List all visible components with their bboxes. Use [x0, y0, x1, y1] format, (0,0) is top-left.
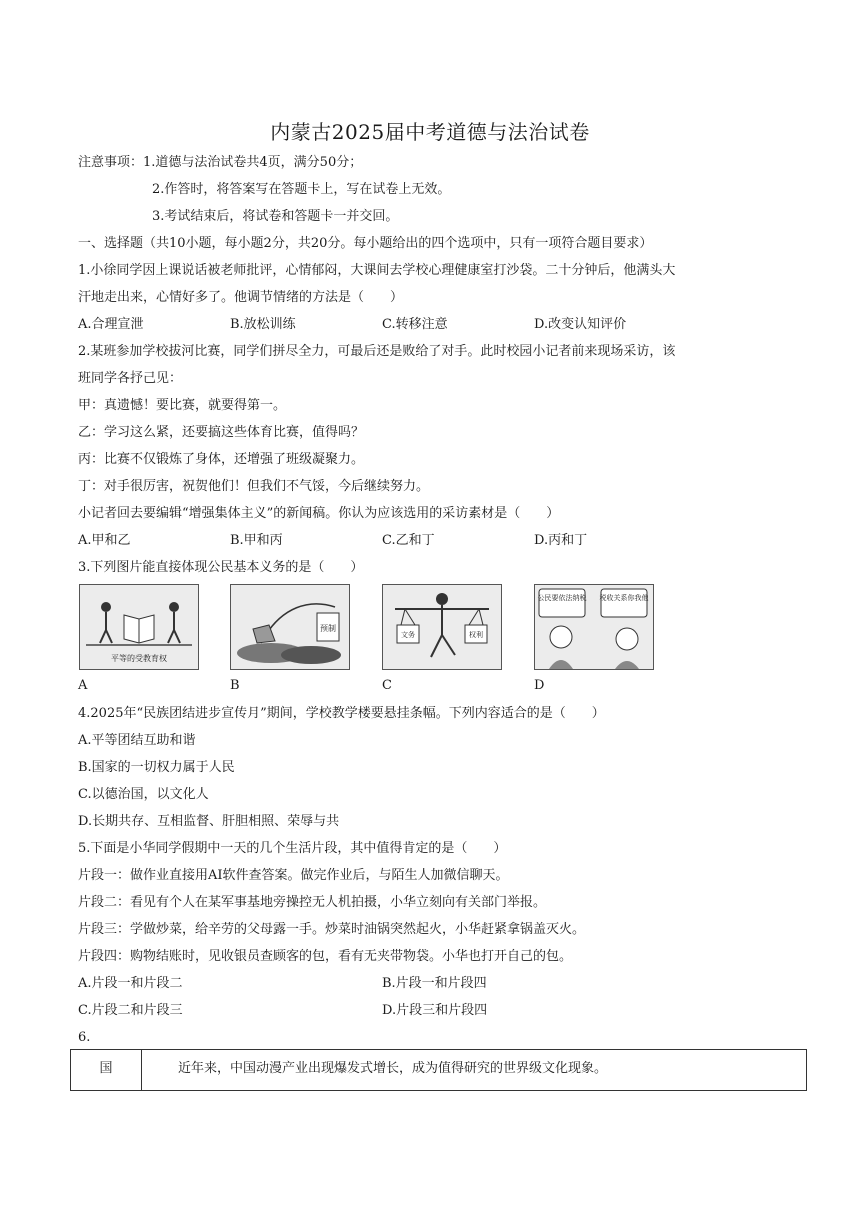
q4-stem: 4.2025年“民族团结进步宣传月”期间，学校教学楼要悬挂条幅。下列内容适合的是（ ） — [78, 706, 605, 721]
q3-stem: 3.下列图片能直接体现公民基本义务的是（ ） — [78, 560, 364, 575]
q5-fragment-1: 片段一：做作业直接用AI软件查答案。做完作业后，与陌生人加微信聊天。 — [78, 868, 509, 883]
q4-option-c: C.以德治国，以文化人 — [78, 787, 209, 802]
q5-option-b: B.片段一和片段四 — [382, 976, 487, 991]
q4-option-b: B.国家的一切权力属于人民 — [78, 760, 235, 775]
table-row — [71, 1050, 807, 1091]
picture-label-c: C — [382, 678, 392, 693]
q2-ding: 丁：对手很厉害，祝贺他们！但我们不气馁，今后继续努力。 — [78, 479, 430, 494]
q6-material-table — [70, 1049, 807, 1091]
q2-stem-1: 2.某班参加学校拔河比赛，同学们拼尽全力，可最后还是败给了对手。此时校园小记者前来现场采访，该 — [78, 344, 676, 359]
q5-fragment-3: 片段三：学做炒菜，给辛劳的父母露一手。炒菜时油锅突然起火，小华赶紧拿锅盖灭火。 — [78, 922, 586, 937]
q1-option-d: D.改变认知评价 — [534, 317, 627, 332]
q1-stem-1: 1.小徐同学因上课说话被老师批评，心情郁闷，大课间去学校心理健康室打沙袋。二十分钟后，他满头大 — [78, 263, 676, 278]
q2-yi: 乙：学习这么紧，还要搞这些体育比赛，值得吗？ — [78, 425, 365, 440]
svg-text:公民要依法纳税: 公民要依法纳税 — [537, 594, 587, 602]
picture-d — [534, 584, 654, 670]
q2-option-a: A.甲和乙 — [78, 533, 131, 548]
q5-fragment-2: 片段二：看见有个人在某军事基地旁操控无人机拍摄，小华立刻向有关部门举报。 — [78, 895, 547, 910]
q1-option-c: C.转移注意 — [382, 317, 448, 332]
svg-text:平等的受教育权: 平等的受教育权 — [111, 654, 167, 663]
q1-option-a: A.合理宣泄 — [78, 317, 144, 332]
picture-label-a: A — [78, 678, 88, 693]
q5-option-c: C.片段二和片段三 — [78, 1003, 183, 1018]
q2-stem-2: 班同学各抒己见： — [78, 371, 183, 386]
q2-option-b: B.甲和丙 — [230, 533, 283, 548]
picture-c — [382, 584, 502, 670]
q2-bing: 丙：比赛不仅锻炼了身体，还增强了班级凝聚力。 — [78, 452, 365, 467]
q4-option-a: A.平等团结互助和谐 — [78, 733, 196, 748]
picture-b — [230, 584, 350, 670]
q2-ask: 小记者回去要编辑“增强集体主义”的新闻稿。你认为应该选用的采访素材是（ ） — [78, 506, 560, 521]
q4-option-d: D.长期共存、互相监督、肝胆相照、荣辱与共 — [78, 814, 340, 829]
q5-stem: 5.下面是小华同学假期中一天的几个生活片段，其中值得肯定的是（ ） — [78, 841, 507, 856]
picture-a — [79, 584, 199, 670]
notes-line-1: 注意事项：1.道德与法治试卷共4页，满分50分； — [78, 155, 363, 170]
exam-title: 内蒙古2025届中考道德与法治试卷 — [270, 120, 590, 144]
svg-text:文务: 文务 — [401, 631, 415, 639]
section-heading: 一、选择题（共10小题，每小题2分，共20分。每小题给出的四个选项中，只有一项符合题目要求） — [78, 236, 653, 251]
q5-option-d: D.片段三和片段四 — [382, 1003, 488, 1018]
q2-jia: 甲：真遗憾！要比赛，就要得第一。 — [78, 398, 287, 413]
q2-option-d: D.丙和丁 — [534, 533, 588, 548]
picture-label-b: B — [230, 678, 240, 693]
q6-table-cell-label: 国 — [71, 1050, 142, 1091]
q1-option-b: B.放松训练 — [230, 317, 296, 332]
svg-text:权利: 权利 — [469, 631, 483, 639]
svg-text:预制: 预制 — [320, 624, 336, 633]
notes-line-2: 2.作答时，将答案写在答题卡上，写在试卷上无效。 — [152, 182, 451, 197]
picture-label-d: D — [534, 678, 545, 693]
q5-fragment-4: 片段四：购物结账时，见收银员查顾客的包，看有无夹带物袋。小华也打开自己的包。 — [78, 949, 573, 964]
q1-stem-2: 汗地走出来，心情好多了。他调节情绪的方法是（ ） — [78, 290, 404, 305]
q6-table-cell-text: 近年来，中国动漫产业出现爆发式增长，成为值得研究的世界级文化现象。 — [142, 1050, 807, 1091]
notes-line-3: 3.考试结束后，将试卷和答题卡一并交回。 — [152, 209, 399, 224]
q2-option-c: C.乙和丁 — [382, 533, 435, 548]
q6-number: 6. — [78, 1030, 91, 1045]
q5-option-a: A.片段一和片段二 — [78, 976, 183, 991]
svg-text:税收关系你我他: 税收关系你我他 — [599, 594, 649, 602]
